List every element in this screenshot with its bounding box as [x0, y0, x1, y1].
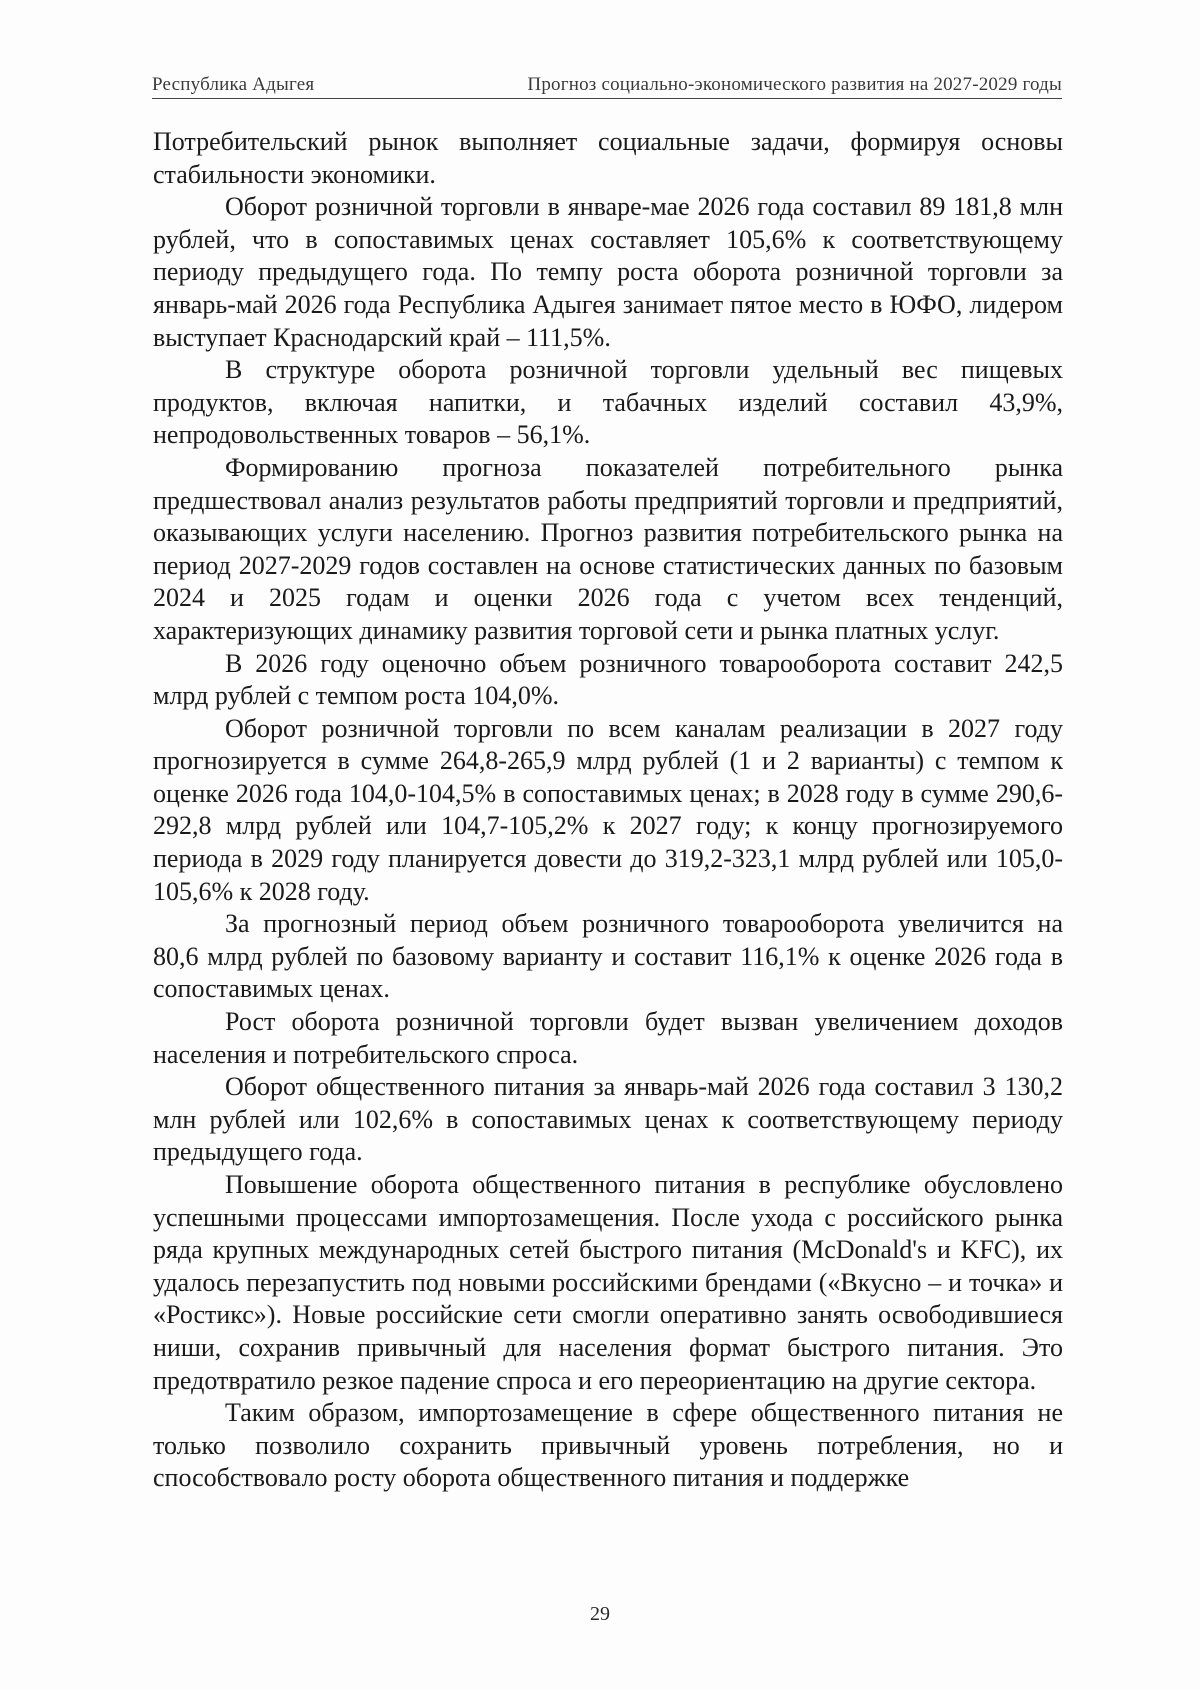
header-document-title: Прогноз социально-экономического развития на 2027-2029 годы — [527, 74, 1062, 95]
paragraph-conclusion: Таким образом, импортозамещение в сфере общественного питания не только позволило сохранить привычный уровень потребления, но и способствовало росту оборота общественного питания и поддержке — [153, 1398, 1063, 1493]
paragraph-retail-turnover: Оборот розничной торговли в январе-мае 2026 года составил 89 181,8 млн рублей, что в сопоставимых ценах составляет 105,6% к соответствующему периоду предыдущего года. По темпу роста оборота розничной торговли за январь-май 2026 года Республика Адыгея занимает пятое место в ЮФО, лидером выступает Краснодарский край – 111,5%. — [153, 192, 1063, 352]
page-number: 29 — [590, 1603, 610, 1625]
running-header — [152, 72, 1062, 99]
paragraph-intro: Потребительский рынок выполняет социальные задачи, формируя основы стабильности экономики. — [153, 127, 1063, 189]
paragraph-forecast-basis: Формированию прогноза показателей потребительного рынка предшествовал анализ результатов работы предприятий торговли и предприятий, оказывающих услуги населению. Прогноз развития потребительского рынка на период 2027-2029 годов составлен на основе статистических данных по базовым 2024 и 2025 годам и оценки 2026 года с учетом всех тенденций, характеризующих динамику развития торговой сети и рынка платных услуг. — [153, 452, 1063, 645]
header-region: Республика Адыгея — [152, 74, 315, 95]
paragraph-import-substitution: Повышение оборота общественного питания в республике обусловлено успешными процессами импортозамещения. После ухода с российского рынка ряда крупных международных сетей быстрого питания (McDonald's и KFC), их удалось перезапустить под новыми российскими брендами («Вкусно – и точка» и «Ростикс»). Новые российские сети смогли оперативно занять освободившиеся ниши, сохранив привычный для населения формат быстрого питания. Это предотвратило резкое падение спроса и его переориентацию на другие сектора. — [153, 1170, 1063, 1395]
body-text — [153, 126, 1063, 1495]
paragraph-2026-estimate: В 2026 году оценочно объем розничного товарооборота составит 242,5 млрд рублей с темпом роста 104,0%. — [153, 648, 1063, 711]
paragraph-forecast-2027-2029: Оборот розничной торговли по всем каналам реализации в 2027 году прогнозируется в сумме 264,8-265,9 млрд рублей (1 и 2 варианты) с темпом к оценке 2026 года 104,0-104,5% в сопоставимых ценах; в 2028 году в сумме 290,6-292,8 млрд рублей или 104,7-105,2% к 2027 году; к концу прогнозируемого периода в 2029 году планируется довести до 319,2-323,1 млрд рублей или 105,0-105,6% к 2028 году. — [153, 713, 1063, 906]
paragraph-growth-drivers: Рост оборота розничной торговли будет вызван увеличением доходов населения и потребительского спроса. — [153, 1007, 1063, 1069]
paragraph-catering-turnover: Оборот общественного питания за январь-май 2026 года составил 3 130,2 млн рублей или 102,6% в сопоставимых ценах к соответствующему периоду предыдущего года. — [153, 1072, 1063, 1167]
paragraph-retail-structure: В структуре оборота розничной торговли удельный вес пищевых продуктов, включая напитки, и табачных изделий составил 43,9%, непродовольственных товаров – 56,1%. — [153, 355, 1063, 450]
paragraph-forecast-period-growth: За прогнозный период объем розничного товарооборота увеличится на 80,6 млрд рублей по базовому варианту и составит 116,1% к оценке 2026 года в сопоставимых ценах. — [153, 909, 1063, 1004]
